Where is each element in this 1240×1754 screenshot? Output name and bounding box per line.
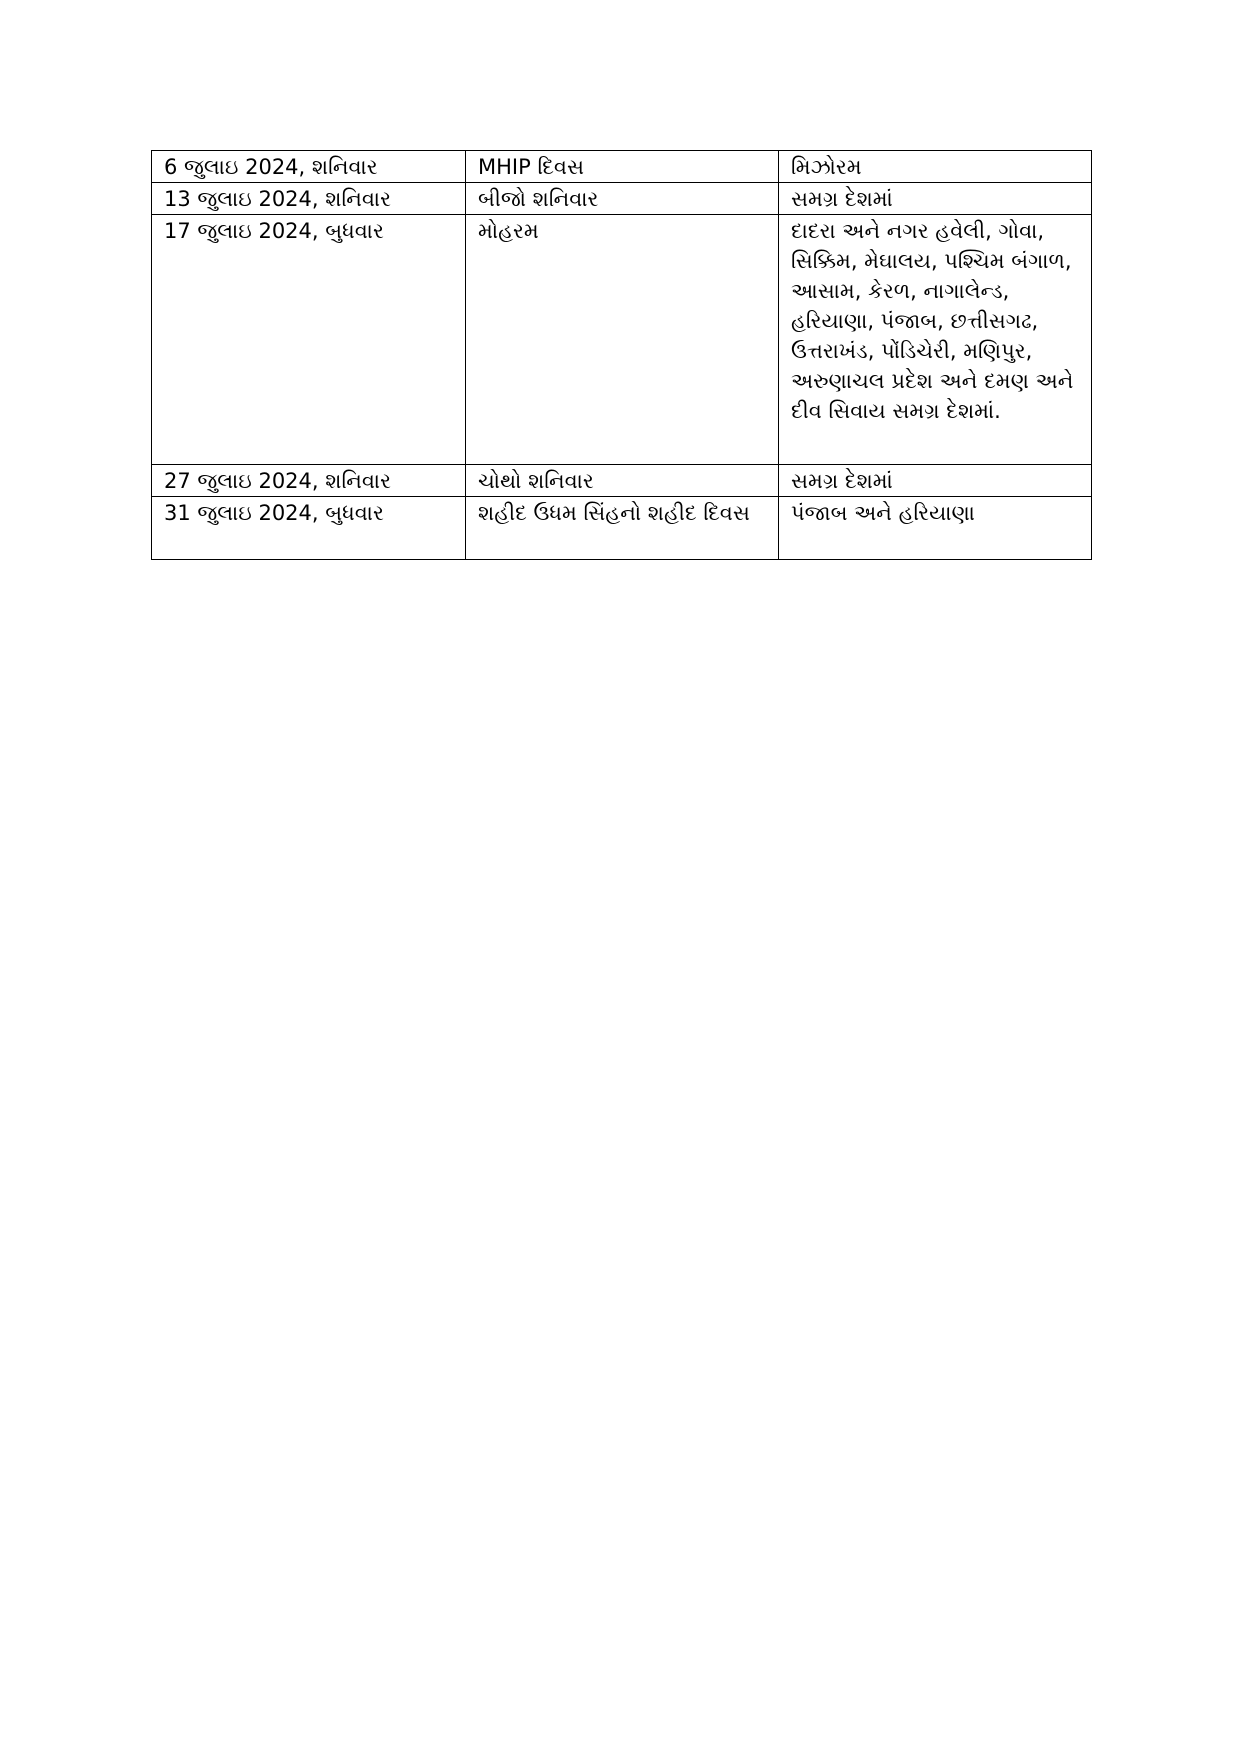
occasion-cell: બીજો શનિવાર [466,183,779,215]
occasion-cell: શહીદ ઉધમ સિંહનો શહીદ દિવસ [466,497,779,560]
date-cell: 27 જુલાઇ 2024, શનિવાર [152,465,466,497]
region-cell: સમગ્ર દેશમાં [779,465,1092,497]
table-row [152,183,1092,215]
region-cell: દાદરા અને નગર હવેલી, ગોવા, સિક્કિમ, મેઘાલય, પશ્ચિમ બંગાળ, આસામ, કેરળ, નાગાલેન્ડ, હરિયાણા, પંજાબ, છત્તીસગઢ, ઉત્તરાખંડ, પોંડિચેરી, મણિપુર, અરુણાચલ પ્રદેશ અને દમણ અને દીવ સિવાય સમગ્ર દેશમાં. [779,215,1092,465]
region-cell: મિઝોરમ [779,151,1092,183]
date-cell: 6 જુલાઇ 2024, શનિવાર [152,151,466,183]
region-cell: સમગ્ર દેશમાં [779,183,1092,215]
date-cell: 13 જુલાઇ 2024, શનિવાર [152,183,466,215]
occasion-cell: ચોથો શનિવાર [466,465,779,497]
date-cell: 31 જુલાઇ 2024, બુધવાર [152,497,466,560]
date-cell: 17 જુલાઇ 2024, બુધવાર [152,215,466,465]
occasion-cell: MHIP દિવસ [466,151,779,183]
region-cell: પંજાબ અને હરિયાણા [779,497,1092,560]
table-row [152,151,1092,183]
table-row [152,215,1092,465]
table-row [152,497,1092,560]
occasion-cell: મોહરમ [466,215,779,465]
table-row [152,465,1092,497]
holiday-table [151,150,1092,560]
